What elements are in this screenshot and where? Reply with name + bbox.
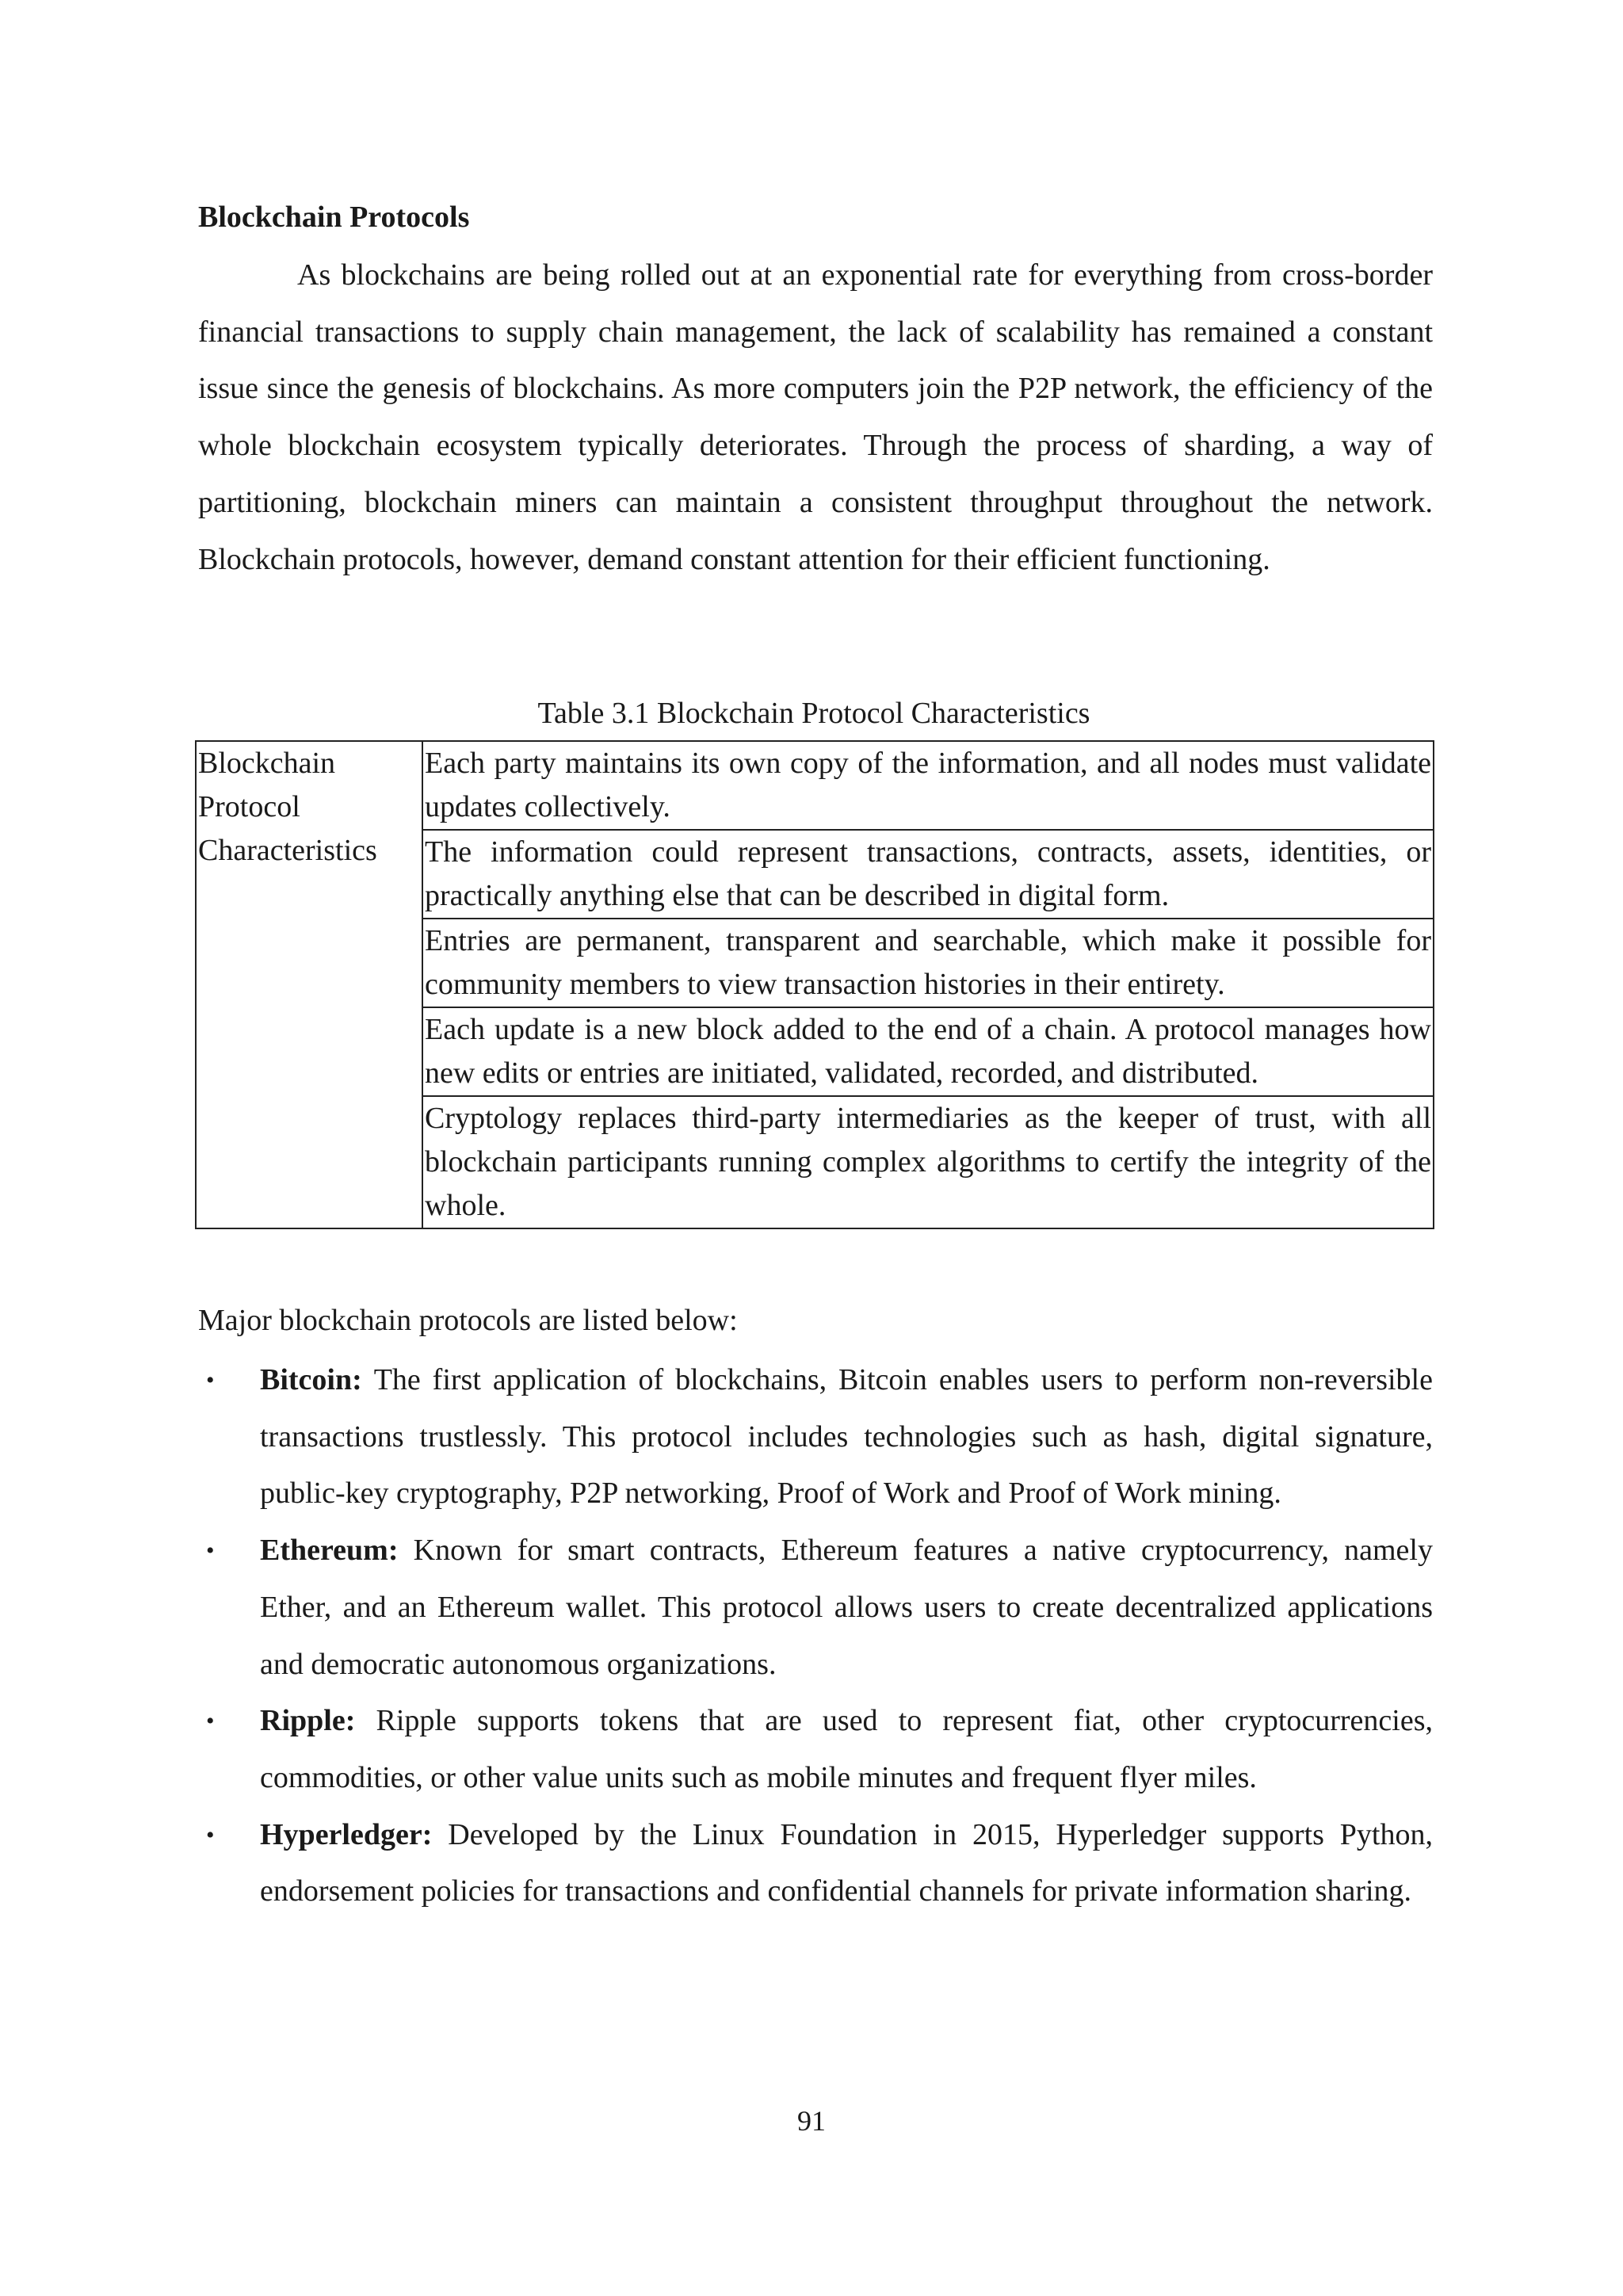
table-cell: Cryptology replaces third-party intermediaries as the keeper of trust, with all blockchain participants running complex algorithms to certify the integrity of the whole.	[422, 1096, 1434, 1228]
bullet-icon: •	[206, 1708, 215, 1735]
table-cell: Each update is a new block added to the end of a chain. A protocol manages how new edits or entries are initiated, validated, recorded, and distributed.	[422, 1007, 1434, 1096]
protocol-term: Ethereum:	[260, 1534, 414, 1568]
intro-paragraph: As blockchains are being rolled out at an exponential rate for everything from cross-border financial transactions to supply chain management, the lack of scalability has remained a constant issue since the genesis of blockchains. As more computers join the P2P network, the efficiency of the whole blockchain ecosystem typically deteriorates. Through the process of sharding, a way of partitioning, blockchain miners can maintain a consistent throughput throughout the network. Blockchain protocols, however, demand constant attention for their efficient functioning.	[198, 258, 1433, 576]
protocol-description: Known for smart contracts, Ethereum features a native cryptocurrency, namely Ether, and an Ethereum wallet. This protocol allows users to create decentralized applications and democratic autonomous organizations.	[260, 1534, 1433, 1681]
table-cell: The information could represent transactions, contracts, assets, identities, or practically anything else that can be described in digital form.	[422, 830, 1434, 919]
section-heading: Blockchain Protocols	[198, 201, 470, 234]
table-cell: Each party maintains its own copy of the information, and all nodes must validate updates collectively.	[422, 741, 1434, 830]
bullet-icon: •	[206, 1821, 215, 1848]
bullet-icon: •	[206, 1538, 215, 1564]
protocol-description: The first application of blockchains, Bitcoin enables users to perform non-reversible transactions trustlessly. This protocol includes technologies such as hash, digital signature, public-key cryptography, P2P networking, Proof of Work and Proof of Work mining.	[260, 1363, 1433, 1511]
table-row	[196, 741, 1434, 830]
list-item	[198, 1693, 1433, 1806]
protocol-list	[198, 1352, 1433, 1920]
list-intro: Major blockchain protocols are listed below:	[198, 1304, 738, 1337]
protocol-term: Bitcoin:	[260, 1363, 374, 1396]
characteristics-table	[195, 740, 1434, 1229]
protocol-term: Hyperledger:	[260, 1817, 449, 1851]
protocol-term: Ripple:	[260, 1704, 376, 1738]
protocol-description: Developed by the Linux Foundation in 2015, Hyperledger supports Python, endorsement policies for transactions and confidential channels for private information sharing.	[260, 1817, 1433, 1908]
table-row-label: Blockchain Protocol Characteristics	[196, 741, 422, 1228]
bullet-icon: •	[206, 1367, 215, 1393]
table-caption: Table 3.1 Blockchain Protocol Characteristics	[537, 697, 1090, 730]
protocol-description: Ripple supports tokens that are used to represent fiat, other cryptocurrencies, commodities, or other value units such as mobile minutes and frequent flyer miles.	[260, 1704, 1433, 1794]
page-number: 91	[797, 2105, 826, 2137]
table-cell: Entries are permanent, transparent and searchable, which make it possible for community members to view transaction histories in their entirety.	[422, 919, 1434, 1007]
list-item	[198, 1352, 1433, 1522]
list-item	[198, 1522, 1433, 1693]
list-item	[198, 1807, 1433, 1920]
